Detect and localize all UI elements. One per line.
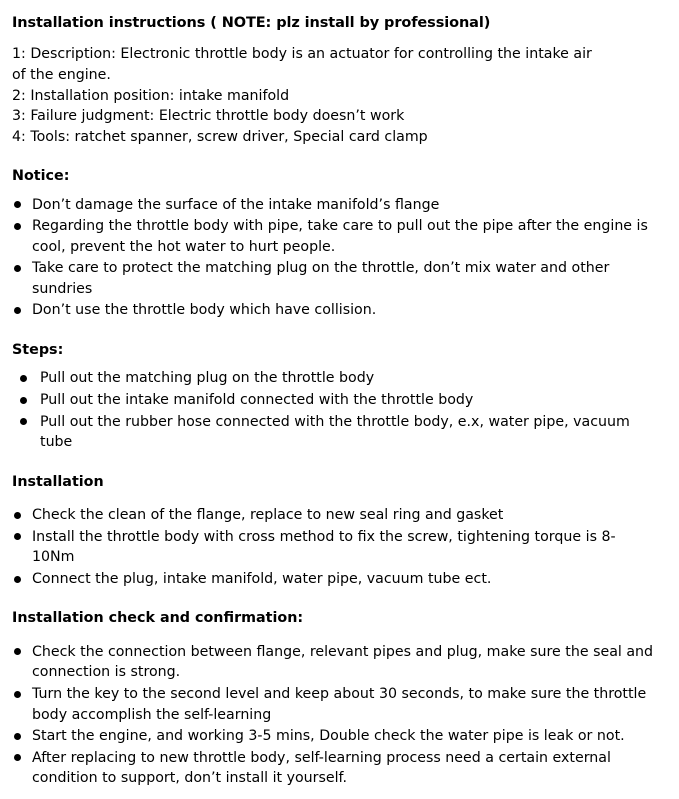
section-heading-installation: Installation (12, 473, 104, 490)
bullet-icon (14, 265, 21, 272)
spacer (12, 454, 657, 473)
numbered-list (12, 44, 657, 148)
spacer (12, 492, 657, 505)
section-heading-steps: Steps: (12, 342, 64, 359)
notice-list (12, 195, 657, 322)
bullet-icon (14, 512, 21, 519)
numbered-line: 4: Tools: ratchet spanner, screw driver, Special card clamp (12, 129, 428, 146)
list-item (12, 684, 657, 725)
check-confirmation-list (12, 642, 657, 789)
numbered-line: 2: Installation position: intake manifold (12, 87, 290, 104)
list-item (12, 368, 657, 389)
page-title: Installation instructions ( NOTE: plz install by professional) (12, 15, 491, 31)
list-item-text: Pull out the intake manifold connected with the throttle body (40, 391, 474, 408)
bullet-icon (14, 223, 21, 230)
numbered-line: of the engine. (12, 66, 111, 83)
bullet-icon (20, 397, 27, 404)
bullet-icon (20, 375, 27, 382)
list-item-text: Don’t use the throttle body which have collision. (32, 302, 377, 319)
bullet-icon (14, 691, 21, 698)
list-item (12, 412, 657, 453)
list-item-text: Take care to protect the matching plug on the throttle, don’t mix water and other sundries (32, 260, 610, 297)
list-item (12, 527, 657, 568)
spacer (12, 629, 657, 642)
list-item-text: Check the connection between flange, relevant pipes and plug, make sure the seal and connection is strong. (32, 643, 654, 681)
list-item-text: Connect the plug, intake manifold, water pipe, vacuum tube ect. (32, 570, 492, 587)
list-item-text: Start the engine, and working 3-5 mins, Double check the water pipe is leak or not. (32, 728, 625, 745)
bullet-icon (14, 733, 21, 740)
list-item (12, 505, 657, 526)
list-item-text: Check the clean of the flange, replace to new seal ring and gasket (32, 507, 504, 524)
spacer (12, 360, 657, 368)
list-item (12, 300, 657, 321)
bullet-icon (20, 418, 27, 425)
list-item (12, 569, 657, 590)
bullet-icon (14, 201, 21, 208)
list-item (12, 258, 657, 299)
spacer (12, 187, 657, 195)
list-item (12, 726, 657, 747)
bullet-icon (14, 576, 21, 583)
list-item-text: Don’t damage the surface of the intake manifold’s flange (32, 196, 440, 213)
steps-list (12, 368, 657, 452)
numbered-line: 3: Failure judgment: Electric throttle body doesn’t work (12, 108, 405, 125)
list-item (12, 216, 657, 257)
installation-list (12, 505, 657, 589)
bullet-icon (14, 307, 21, 314)
list-item-text: After replacing to new throttle body, self-learning process need a certain external condition to support, don’t install it yourself. (32, 749, 611, 787)
section-heading-notice: Notice: (12, 168, 70, 185)
spacer (12, 148, 657, 167)
section-heading-check-confirmation: Installation check and confirmation: (12, 610, 304, 627)
spacer (12, 590, 657, 609)
bullet-icon (14, 648, 21, 655)
bullet-icon (14, 533, 21, 540)
list-item (12, 390, 657, 411)
list-item-text: Turn the key to the second level and keep about 30 seconds, to make sure the throttle body accomplish the self-learning (32, 685, 647, 723)
spacer (12, 322, 657, 341)
list-item (12, 195, 657, 216)
list-item-text: Pull out the matching plug on the throttle body (40, 370, 375, 387)
list-item-text: Regarding the throttle body with pipe, take care to pull out the pipe after the engine is cool, prevent the hot water to hurt people. (32, 218, 648, 255)
bullet-icon (14, 754, 21, 761)
list-item (12, 748, 657, 789)
list-item-text: Pull out the rubber hose connected with the throttle body, e.x, water pipe, vacuum tube (40, 413, 630, 451)
list-item-text: Install the throttle body with cross method to fix the screw, tightening torque is 8-10Nm (32, 528, 616, 566)
numbered-line: 1: Description: Electronic throttle body is an actuator for controlling the intake air (12, 45, 592, 62)
list-item (12, 642, 657, 683)
